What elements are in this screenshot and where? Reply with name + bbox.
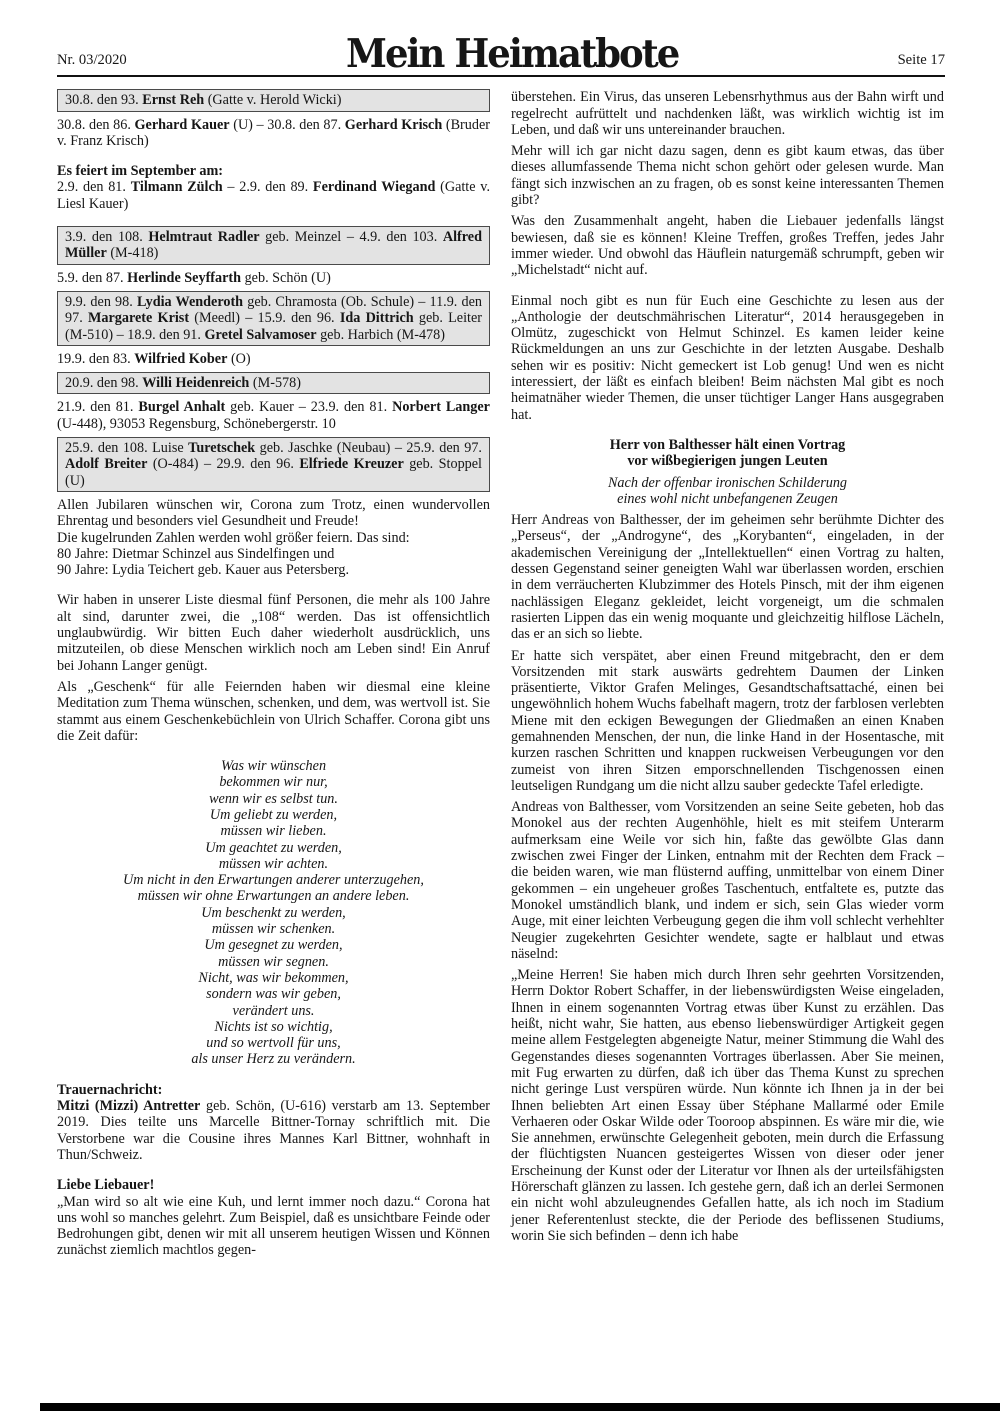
- bold-name-text: Herlinde Seyffarth: [127, 269, 242, 286]
- september-heading: Es feiert im September am:: [57, 163, 223, 180]
- content-columns: [57, 77, 945, 1263]
- bold-name-text: Mitzi (Mizzi) Antretter: [57, 1098, 201, 1115]
- bold-name-text: Tilmann Zülch: [130, 179, 223, 196]
- bold-name-text: Willi Heidenreich: [142, 375, 250, 392]
- story-para-1: Herr Andreas von Balthesser, der im geheimen sehr berühmte Dichter des „Perseus“, der „Androgyne“, des „Korybanten“, eingeladen, in der akademischen Vereinigung der „Intellektuellen“ einen Vortrag zu halten, dessen Gegenstand seiner geneigten Wahl war überlassen worden, erschien in dem verräucherten Klubzimmer des Hotels Pinsch, mit der ihm eigenen nachlässigen Eleganz gekleidet, leicht vorgeneigt, um die schmalen rasierten Lippen das ein wenig moquante und gleichzeitig hilflose Lächeln, das er an sich so liebte.: [511, 512, 944, 643]
- story-subtitle: [511, 475, 944, 508]
- bold-name-text: Norbert Langer: [392, 399, 490, 416]
- meditation-poem-line: Um gesegnet zu werden,: [204, 937, 343, 954]
- jubilee-box-sep-1: 3.9. den 108. Helmtraut Radler geb. Meinzel – 4.9. den 103. Alfred Müller (M-418): [57, 226, 490, 265]
- meditation-poem-line: Nichts ist so wichtig,: [214, 1018, 333, 1035]
- congratulations-para: Allen Jubilaren wünschen wir, Corona zum Trotz, einen wundervollen Ehrentag und besonders viel Gesundheit und Freude! Die kugelrunden Zahlen werden wohl größer feiern. Das sind: 80 Jahre: Dietmar Schinzel aus Sindelfingen und 90 Jahre: Lydia Teichert geb. Kauer aus Petersberg.: [57, 496, 490, 579]
- meditation-poem-line: bekommen wir nur,: [219, 774, 328, 791]
- bold-name-text: Helmtraut Radler: [148, 229, 260, 246]
- story-title: [511, 437, 944, 470]
- meditation-poem-line: Um nicht in den Erwartungen anderer unterzugehen,: [123, 872, 424, 889]
- bold-name-text: Lydia Wenderoth: [136, 293, 244, 310]
- meditation-poem-line: müssen wir achten.: [218, 855, 329, 872]
- story-subtitle-line: Nach der offenbar ironischen Schilderung: [607, 474, 848, 491]
- story-title-line: vor wißbegierigen jungen Leuten: [627, 453, 828, 470]
- story-intro-para: Einmal noch gibt es nun für Euch eine Geschichte zu lesen aus der „Anthologie der deutschmährischen Literatur“, 2014 herausgegeben in Olmütz, zugeschickt von Helmut Schinzel. Es kamen leider keine Rückmeldungen an uns zur Geschichte in der letzten Ausgabe. Deshalb sehen wir es positiv: Nicht gemeckert ist Lob genug! Und wen es nicht interessiert, der läßt es einfach bleiben! Beim nächsten Mal gibt es noch heimatnäher wieder Themen, die unser tüchtiger Langer Hans ausgegraben hat.: [511, 292, 944, 423]
- bold-name-text: Elfriede Kreuzer: [299, 456, 404, 473]
- story-title-line: Herr von Balthesser hält einen Vortrag: [609, 436, 846, 453]
- meditation-poem-line: Um geliebt zu werden,: [209, 806, 338, 823]
- bold-name-text: Gerhard Krisch: [344, 116, 443, 133]
- obituary-heading: Trauernachricht:: [57, 1081, 163, 1098]
- right-column: [511, 89, 944, 1263]
- jubilee-box-aug: 30.8. den 93. Ernst Reh (Gatte v. Herold Wicki): [57, 89, 490, 111]
- verification-para: Wir haben in unserer Liste diesmal fünf Personen, die mehr als 100 Jahre alt sind, darunter zwei, die „108“ werden. Das ist offensichtlich unglaubwürdig. Wir bitten Euch daher wiederholt ausdrücklich, uns mitzuteilen, ob diese Menschen wirklich noch am Leben sind! Ein Anruf bei Johann Langer genügt.: [57, 592, 490, 674]
- story-para-4: „Meine Herren! Sie haben mich durch Ihren sehr geehrten Vorsitzenden, Herrn Doktor Robert Schaffer, in der liebenswürdigsten Weise eingeladen, Ihnen in einem sogenannten Vortrag etwas über Kunst zu erzählen. Das heißt, nicht wahr, Sie hatten, aus ebenso liebenswürdiger Artigkeit gegen meine allem Festgelegten abgeneigte Natur, meiner Stimmung die Wahl des Gegenstandes dieses sogenannten Vortrages überlassen. Aber Sie meinen, mit Fug erwarten zu dürfen, daß ich über das Thema Kunst zu sprechen nicht geringe Lust verspüren würde. Nun könnte ich Ihnen ja in der bei Ihnen beliebten Art einen Essay über Stéphane Mallarmé oder Emile Verhaeren oder Oskar Wilde oder Tooroop abspinnen. Es wäre mir die, wie Sie annehmen, erwünschte Gelegenheit geboten, mein durch die Erfassung der flüchtigsten Nuancen gesteigertes Wissen von dieser oder jener Erscheinung der Kunst oder der Literatur vor Ihnen als der urteilsfähigsten Hörerschaft glänzen zu lassen. Ich gestehe gern, daß ich an derlei Sermonen ein nicht wohl abzuleugnendes Gefallen hatte, als ich noch im Stadium jener Referentenlust steckte, die der Periode des beflissenen Studiums, worin Sie sich befinden – denn ich habe: [511, 967, 944, 1244]
- bold-name-text: Gerhard Kauer: [134, 116, 230, 133]
- gift-intro-para: Als „Geschenk“ für alle Feiernden haben wir diesmal eine kleine Meditation zum Thema wünschen, schenken, und dem, was wertvoll ist. Sie stammt aus einem Geschenkebüchlein von Ulrich Schaffer. Corona gibt uns die Zeit dafür:: [57, 678, 490, 744]
- story-subtitle-line: eines wohl nicht unbefangenen Zeugen: [617, 490, 838, 507]
- bold-name-text: Wilfried Kober: [134, 350, 228, 367]
- meditation-poem-line: Um beschenkt zu werden,: [201, 904, 346, 921]
- bold-name-text: Adolf Breiter: [65, 456, 148, 473]
- september-para: 2.9. den 81. Tilmann Zülch – 2.9. den 89. Ferdinand Wiegand (Gatte v. Liesl Kauer): [57, 179, 490, 212]
- bold-name-text: Ernst Reh: [142, 92, 205, 109]
- jubilee-box-sep-4: 25.9. den 108. Luise Turetschek geb. Jaschke (Neubau) – 25.9. den 97. Adolf Breiter (O-484) – 29.9. den 96. Elfriede Kreuzer geb. Stoppel (U): [57, 437, 490, 492]
- meditation-poem-line: müssen wir schenken.: [211, 921, 336, 938]
- letter-continuation-para: überstehen. Ein Virus, das unseren Lebensrhythmus aus der Bahn wirft und regelrecht aufrüttelt und nachdenken läßt, was wirklich wichtig ist im Leben, und daß wir uns untereinander brauchen.: [511, 89, 944, 138]
- bold-name-text: Margarete Krist: [87, 310, 190, 327]
- jubilee-para-sep-3: 21.9. den 81. Burgel Anhalt geb. Kauer – 23.9. den 81. Norbert Langer (U-448), 93053 Regensburg, Schönebergerstr. 10: [57, 399, 490, 432]
- meditation-poem-line: müssen wir lieben.: [220, 823, 327, 840]
- jubilee-box-sep-3: 20.9. den 98. Willi Heidenreich (M-578): [57, 372, 490, 394]
- issue-number: Nr. 03/2020: [57, 52, 127, 68]
- letter-para: „Man wird so alt wie eine Kuh, und lernt immer noch dazu.“ Corona hat uns wohl so manches gelehrt. Zum Beispiel, daß es unsichtbare Feinde oder Bedrohungen gibt, denen wir mit all unserem heutigen Wissen und Können zunächst ziemlich machtlos gegen-: [57, 1193, 490, 1259]
- story-para-2: Er hatte sich verspätet, aber einen Freund mitgebracht, den er dem Vorsitzenden mit stark auswärts gedrehtem Daumen der Linken präsentierte, Viktor Grafen Melinges, Gesandtschaftsattaché, einen bei ungewöhnlich hohem Wuchs fabelhaft magern, trotz der farblosen verlebten Miene mit den eckigen Bewegungen der Gliedmaßen an einen Knaben gemahnenden Menschen, der nun, die linke Hand in der Hosentasche, mit kurzen raschen Schritten und knappen ruckweisen Verbeugungen vor den zumeist von ihren Sitzen emporschnellenden Tischgenossen einen leutseligen Rundgang um die nicht allzu sauber gedeckte Tafel erledigte.: [511, 647, 944, 794]
- obituary-para: Mitzi (Mizzi) Antretter geb. Schön, (U-616) verstarb am 13. September 2019. Dies teilte uns Marcelle Bittner-Tornay schriftlich mit. Die Verstorbene war die Cousine ihres Mannes Karl Bittner, wohnhaft in Thun/Schweiz.: [57, 1098, 490, 1163]
- jubilee-para-sep-1: 5.9. den 87. Herlinde Seyffarth geb. Schön (U): [57, 269, 331, 286]
- story-para-3: Andreas von Balthesser, vom Vorsitzenden an seine Seite gebeten, hob das Monokel aus der rechten Augenhöhle, hielt es mit steifem Unterarm aufmerksam eine Weile vor sich hin, faßte das gewölbte Glas dann zwischen zwei Finger der Linken, entnahm mit der Rechten dem Frack – die beiden waren, wie man flüsternd auffing, unmittelbar von einem Diner gekommen – ein ungeheuer großes Taschentuch, entfaltete es, putzte das Monokel umständlich blank, und indem er sich, sein Glas wieder vorm Auge, mit einer leichten Verbeugung gegen die ihm voll schlecht verhehlter Neugier zugekehrten Gesichter wendete, sagte er halblaut und etwas näselnd:: [511, 799, 944, 962]
- letter-heading: Liebe Liebauer!: [57, 1177, 155, 1194]
- bold-name-text: Ferdinand Wiegand: [312, 179, 436, 196]
- meditation-poem-line: Was wir wünschen: [220, 758, 327, 775]
- meditation-poem-line: wenn wir es selbst tun.: [209, 790, 338, 807]
- meditation-poem-line: sondern was wir geben,: [206, 986, 341, 1003]
- bottom-rule: [40, 1403, 1000, 1411]
- meditation-poem-line: verändert uns.: [232, 1002, 315, 1019]
- bold-name-text: Ida Dittrich: [339, 310, 414, 327]
- jubilee-para-sep-2: 19.9. den 83. Wilfried Kober (O): [57, 350, 251, 367]
- bold-name-text: Turetschek: [188, 440, 256, 457]
- meditation-poem-line: Nicht, was wir bekommen,: [198, 969, 349, 986]
- bold-name-text: Gretel Salvamoser: [204, 326, 317, 343]
- page-header: [57, 30, 945, 77]
- meditation-poem-line: und so wertvoll für uns,: [206, 1035, 341, 1052]
- letter-para-3: Was den Zusammenhalt angeht, haben die Liebauer jedenfalls längst bewiesen, daß sie es können! Kleine Treffen, großes Treffen, jedes Jahr immer wieder. Und obwohl das Häuflein naturgemäß schrumpft, geben wir „Michelstadt“ nicht auf.: [511, 213, 944, 279]
- bold-name-text: Burgel Anhalt: [138, 399, 226, 416]
- bold-name-text: Alfred Müller: [65, 229, 482, 262]
- masthead-logo: Mein Heimatbote: [346, 30, 679, 77]
- meditation-poem-line: müssen wir segnen.: [218, 953, 329, 970]
- meditation-poem-line: als unser Herz zu verändern.: [191, 1051, 356, 1068]
- page-number: Seite 17: [897, 52, 945, 68]
- left-column: [57, 89, 490, 1263]
- meditation-poem-line: müssen wir ohne Erwartungen an andere leben.: [137, 888, 410, 905]
- meditation-poem: [57, 758, 490, 1068]
- meditation-poem-line: Um geachtet zu werden,: [205, 839, 342, 856]
- letter-para-2: Mehr will ich gar nicht dazu sagen, denn es gibt kaum etwas, das über dieses allumfassende Thema nicht schon gehört oder gelesen wurde. Man fängt sich inzwischen an zu fragen, ob es sonst keine interessanten Themen gibt?: [511, 143, 944, 209]
- jubilee-para-aug: 30.8. den 86. Gerhard Kauer (U) – 30.8. den 87. Gerhard Krisch (Bruder v. Franz Krisch): [57, 116, 490, 149]
- jubilee-box-sep-2: 9.9. den 98. Lydia Wenderoth geb. Chramosta (Ob. Schule) – 11.9. den 97. Margarete Krist (Meedl) – 15.9. den 96. Ida Dittrich geb. Leiter (M-510) – 18.9. den 91. Gretel Salvamoser geb. Harbich (M-478): [57, 291, 490, 346]
